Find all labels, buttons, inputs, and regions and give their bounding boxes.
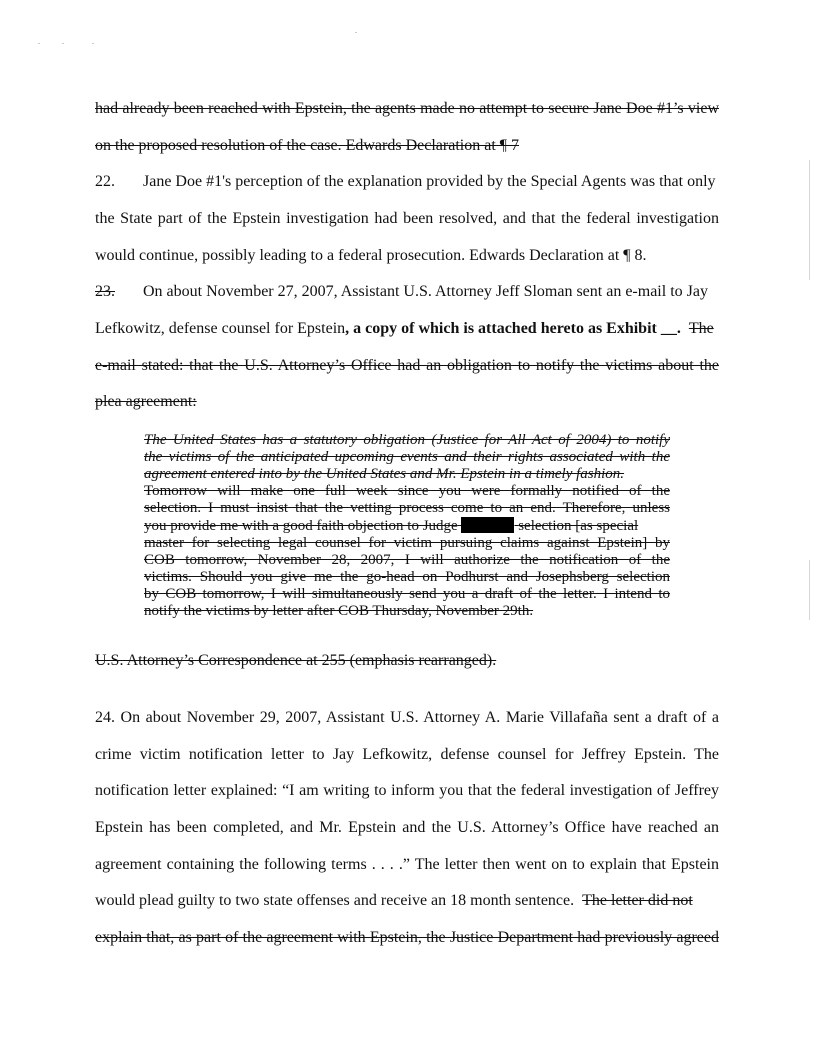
scan-edge-mark <box>809 560 810 620</box>
struck-text-line: plea agreement: <box>95 393 197 410</box>
quote-line: selection. I must insist that the vetting process come to an end. Therefore, unless <box>144 500 670 516</box>
paragraph-24-line: 24. On about November 29, 2007, Assistant U.S. Attorney A. Marie Villafaña sent a draft of a <box>95 709 719 726</box>
block-quote <box>144 432 670 620</box>
inserted-bold-text: , a copy of which is attached hereto as Exhibit __. <box>345 320 681 337</box>
struck-text-line: e-mail stated: that the U.S. Attorney’s Office had an obligation to notify the victims about the <box>95 357 719 374</box>
paragraph-number: 22. <box>95 173 115 190</box>
quote-line: the victims of the anticipated upcoming events and their rights associated with the <box>144 449 670 465</box>
paragraph-22-line: would continue, possibly leading to a federal prosecution. Edwards Declaration at ¶ 8. <box>95 247 647 264</box>
paragraph-24-line: Epstein has been completed, and Mr. Epstein and the U.S. Attorney’s Office have reached an <box>95 819 719 836</box>
paragraph-24-line: notification letter explained: “I am writing to inform you that the federal investigation of Jeffrey <box>95 782 719 799</box>
paragraph-text: On about November 27, 2007, Assistant U.S. Attorney Jeff Sloman sent an e-mail to Jay <box>143 283 708 300</box>
quote-text: selection [as special <box>518 518 639 534</box>
paragraph-23-line <box>95 282 719 302</box>
quote-line: master for selecting legal counsel for victim pursuing claims against Epstein] by <box>144 535 670 551</box>
scan-speck <box>38 43 40 44</box>
quote-text: you provide me with a good faith objection to Judge <box>144 518 458 534</box>
struck-text-line: on the proposed resolution of the case. Edwards Declaration at ¶ 7 <box>95 137 520 154</box>
paragraph-24-line: agreement containing the following terms . . . .” The letter then went on to explain that Epstein <box>95 856 719 873</box>
scan-speck <box>355 32 357 33</box>
scan-speck <box>62 43 64 44</box>
paragraph-text: Lefkowitz, defense counsel for Epstein <box>95 320 346 337</box>
paragraph-22-line <box>95 172 719 192</box>
quote-line: by COB tomorrow, I will simultaneously send you a draft of the letter. I intend to <box>144 586 670 602</box>
struck-text: The <box>688 320 714 337</box>
paragraph-number-struck: 23. <box>95 283 115 300</box>
scan-speck <box>92 43 94 44</box>
paragraph-23-line <box>95 319 719 339</box>
citation-line: U.S. Attorney’s Correspondence at 255 (emphasis rearranged). <box>95 652 497 669</box>
quote-line: Tomorrow will make one full week since you were formally notified of the <box>144 483 670 499</box>
redaction-box <box>461 517 514 533</box>
quote-line: agreement entered into by the United States and Mr. Epstein in a timely fashion. <box>144 466 625 482</box>
paragraph-24-line <box>95 891 719 911</box>
paragraph-text: would plead guilty to two state offenses and receive an 18 month sentence. <box>95 892 575 909</box>
struck-text-line: explain that, as part of the agreement with Epstein, the Justice Department had previously agreed <box>95 929 719 946</box>
struck-text: The letter did not <box>582 892 693 909</box>
quote-line: COB tomorrow, November 28, 2007, I will authorize the notification of the <box>144 552 670 568</box>
paragraph-22-line: the State part of the Epstein investigation had been resolved, and that the federal investigation <box>95 210 719 227</box>
quote-line: notify the victims by letter after COB Thursday, November 29th. <box>144 603 534 619</box>
scan-edge-mark <box>809 160 810 280</box>
paragraph-text: Jane Doe #1's perception of the explanation provided by the Special Agents was that only <box>143 173 716 190</box>
quote-line: The United States has a statutory obligation (Justice for All Act of 2004) to notify <box>144 432 670 448</box>
quote-line <box>144 517 670 535</box>
quote-line: victims. Should you give me the go-head on Podhurst and Josephsberg selection <box>144 569 670 585</box>
paragraph-24-line: crime victim notification letter to Jay Lefkowitz, defense counsel for Jeffrey Epstein. The <box>95 746 719 763</box>
struck-text-line: had already been reached with Epstein, the agents made no attempt to secure Jane Doe #1’s view <box>95 100 719 117</box>
